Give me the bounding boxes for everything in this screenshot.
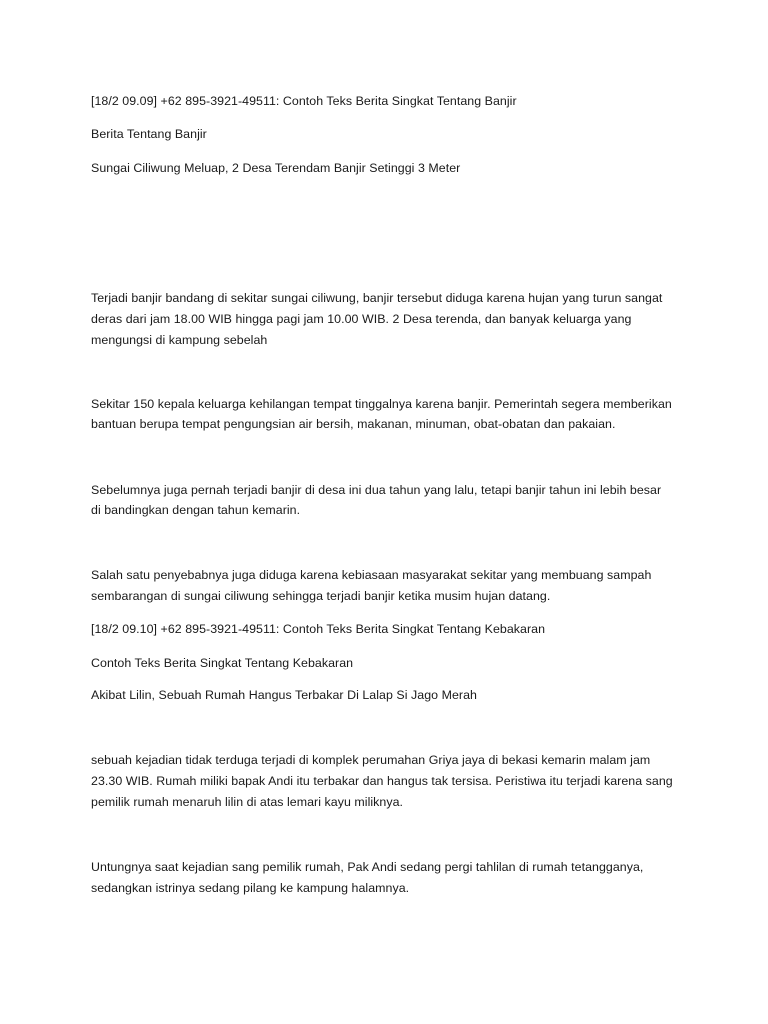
paragraph-line: Salah satu penyebabnya juga diduga karena kebiasaan masyarakat sekitar yang membuang sampah [91, 568, 652, 582]
paragraph-line: Sebelumnya juga pernah terjadi banjir di desa ini dua tahun yang lalu, tetapi banjir tahun ini lebih besar [91, 483, 662, 497]
news-headline: Akibat Lilin, Sebuah Rumah Hangus Terbakar Di Lalap Si Jago Merah [91, 688, 477, 702]
message-header: [18/2 09.09] +62 895-3921-49511: Contoh Teks Berita Singkat Tentang Banjir [91, 94, 517, 108]
paragraph-line: sebuah kejadian tidak terduga terjadi di komplek perumahan Griya jaya di bekasi kemarin malam jam [91, 753, 651, 767]
paragraph-line: sembarangan di sungai ciliwung sehingga terjadi banjir ketika musim hujan datang. [91, 589, 551, 603]
paragraph-line: mengungsi di kampung sebelah [91, 333, 268, 347]
paragraph-line: Untungnya saat kejadian sang pemilik rumah, Pak Andi sedang pergi tahlilan di rumah tetangganya, [91, 860, 644, 874]
news-headline: Sungai Ciliwung Meluap, 2 Desa Terendam Banjir Setinggi 3 Meter [91, 161, 461, 175]
paragraph-line: sedangkan istrinya sedang pilang ke kampung halamnya. [91, 881, 410, 895]
paragraph-line: bantuan berupa tempat pengungsian air bersih, makanan, minuman, obat-obatan dan pakaian. [91, 417, 616, 431]
paragraph-line: pemilik rumah menaruh lilin di atas lemari kayu miliknya. [91, 795, 404, 809]
paragraph-line: Terjadi banjir bandang di sekitar sungai ciliwung, banjir tersebut diduga karena hujan yang turun sangat [91, 291, 663, 305]
paragraph-line: di bandingkan dengan tahun kemarin. [91, 503, 301, 517]
paragraph-line: 23.30 WIB. Rumah miliki bapak Andi itu terbakar dan hangus tak tersisa. Peristiwa itu terjadi karena sang [91, 774, 673, 788]
message-header: [18/2 09.10] +62 895-3921-49511: Contoh Teks Berita Singkat Tentang Kebakaran [91, 622, 546, 636]
paragraph-line: Sekitar 150 kepala keluarga kehilangan tempat tinggalnya karena banjir. Pemerintah segera memberikan [91, 397, 672, 411]
news-subtitle: Berita Tentang Banjir [91, 127, 207, 141]
news-subtitle: Contoh Teks Berita Singkat Tentang Kebakaran [91, 656, 354, 670]
paragraph-line: deras dari jam 18.00 WIB hingga pagi jam 10.00 WIB. 2 Desa terenda, dan banyak keluarga yang [91, 312, 632, 326]
